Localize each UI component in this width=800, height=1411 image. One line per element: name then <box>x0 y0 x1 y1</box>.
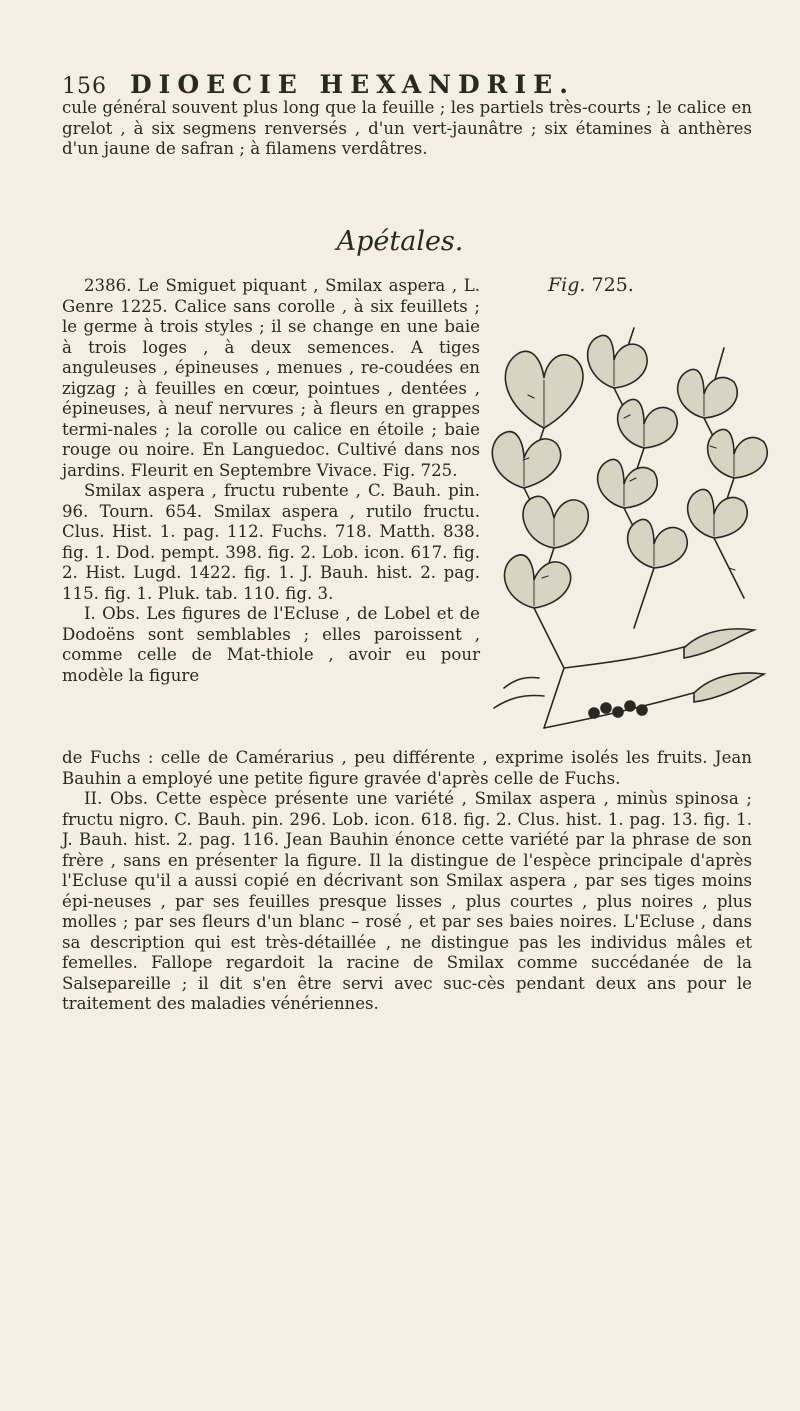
figure-label-number: 725. <box>591 274 634 296</box>
running-title: DIOECIE HEXANDRIE. <box>130 70 575 99</box>
section-title: Apétales. <box>336 226 464 257</box>
entry-paragraph-description: 2386. Le Smiguet piquant , Smilax aspera , L. Genre 1225. Calice sans corolle , à six feuillets ; le germe à trois styles ; il se change en une baie à trois loges , à deux semences. A tiges anguleuses , épineuses , menues , re-coudées en zigzag ; à feuilles en cœur, pointues , dentées , épineuses, à neuf nervures ; à fleurs en grappes termi-nales ; la corolle ou calice en étoile ; baie rouge ou noire. En Languedoc. Cultivé dans nos jardins. Fleurit en Septembre Vivace. Fig. 725. <box>62 276 480 480</box>
page-number: 156 <box>62 74 107 99</box>
entry-paragraph-obs1-end: de Fuchs : celle de Camérarius , peu différente , exprime isolés les fruits. Jean Bauhin a employé une petite figure gravée d'après celle de Fuchs. <box>62 748 752 788</box>
intro-paragraph: cule général souvent plus long que la feuille ; les partiels très-courts ; le calice en grelot , à six segmens renversés , d'un vert-jaunâtre ; six étamines à anthères d'un jaune de safran ; à filamens verdâtres. <box>62 98 752 158</box>
entry-paragraph-obs1-start: I. Obs. Les figures de l'Ecluse , de Lobel et de Dodoëns sont semblables ; elles paroissent , comme celle de Mat-thiole , avoir eu pour modèle la figure <box>62 604 480 685</box>
intro-text-block <box>62 98 752 160</box>
figure-label <box>548 274 634 296</box>
smilax-plant-illustration <box>484 308 776 748</box>
entry-continuation <box>62 748 752 1015</box>
entry-column <box>62 276 480 686</box>
figure-label-prefix: Fig. <box>548 274 586 296</box>
entry-paragraph-synonyms: Smilax aspera , fructu rubente , C. Bauh. pin. 96. Tourn. 654. Smilax aspera , rutilo fructu. Clus. Hist. 1. pag. 112. Fuchs. 718. Matth. 838. fig. 1. Dod. pempt. 398. fig. 2. Lob. icon. 617. fig. 2. Hist. Lugd. 1422. fig. 1. J. Bauh. hist. 2. pag. 115. fig. 1. Pluk. tab. 110. fig. 3. <box>62 481 480 603</box>
page-header <box>62 70 752 99</box>
entry-paragraph-obs2: II. Obs. Cette espèce présente une variété , Smilax aspera , minùs spinosa ; fructu nigro. C. Bauh. pin. 296. Lob. icon. 618. fig. 2. Clus. hist. 1. pag. 13. fig. 1. J. Bauh. hist. 2. pag. 116. Jean Bauhin énonce cette variété par la phrase de son frère , sans en présenter la figure. Il la distingue de l'espèce principale d'après l'Ecluse qu'il a aussi copié en décrivant son Smilax aspera , par ses tiges moins épi-neuses , par ses feuilles presque lisses , plus courtes , plus noires , plus molles ; par ses fleurs d'un blanc – rosé , et par ses baies noires. L'Ecluse , dans sa description qui est très-détaillée , ne distingue pas les individus mâles et femelles. Fallope regardoit la racine de Smilax comme succédanée de la Salsepareille ; il dit s'en être servi avec suc-cès pendant deux ans pour le traitement des maladies vénériennes. <box>62 789 752 1013</box>
